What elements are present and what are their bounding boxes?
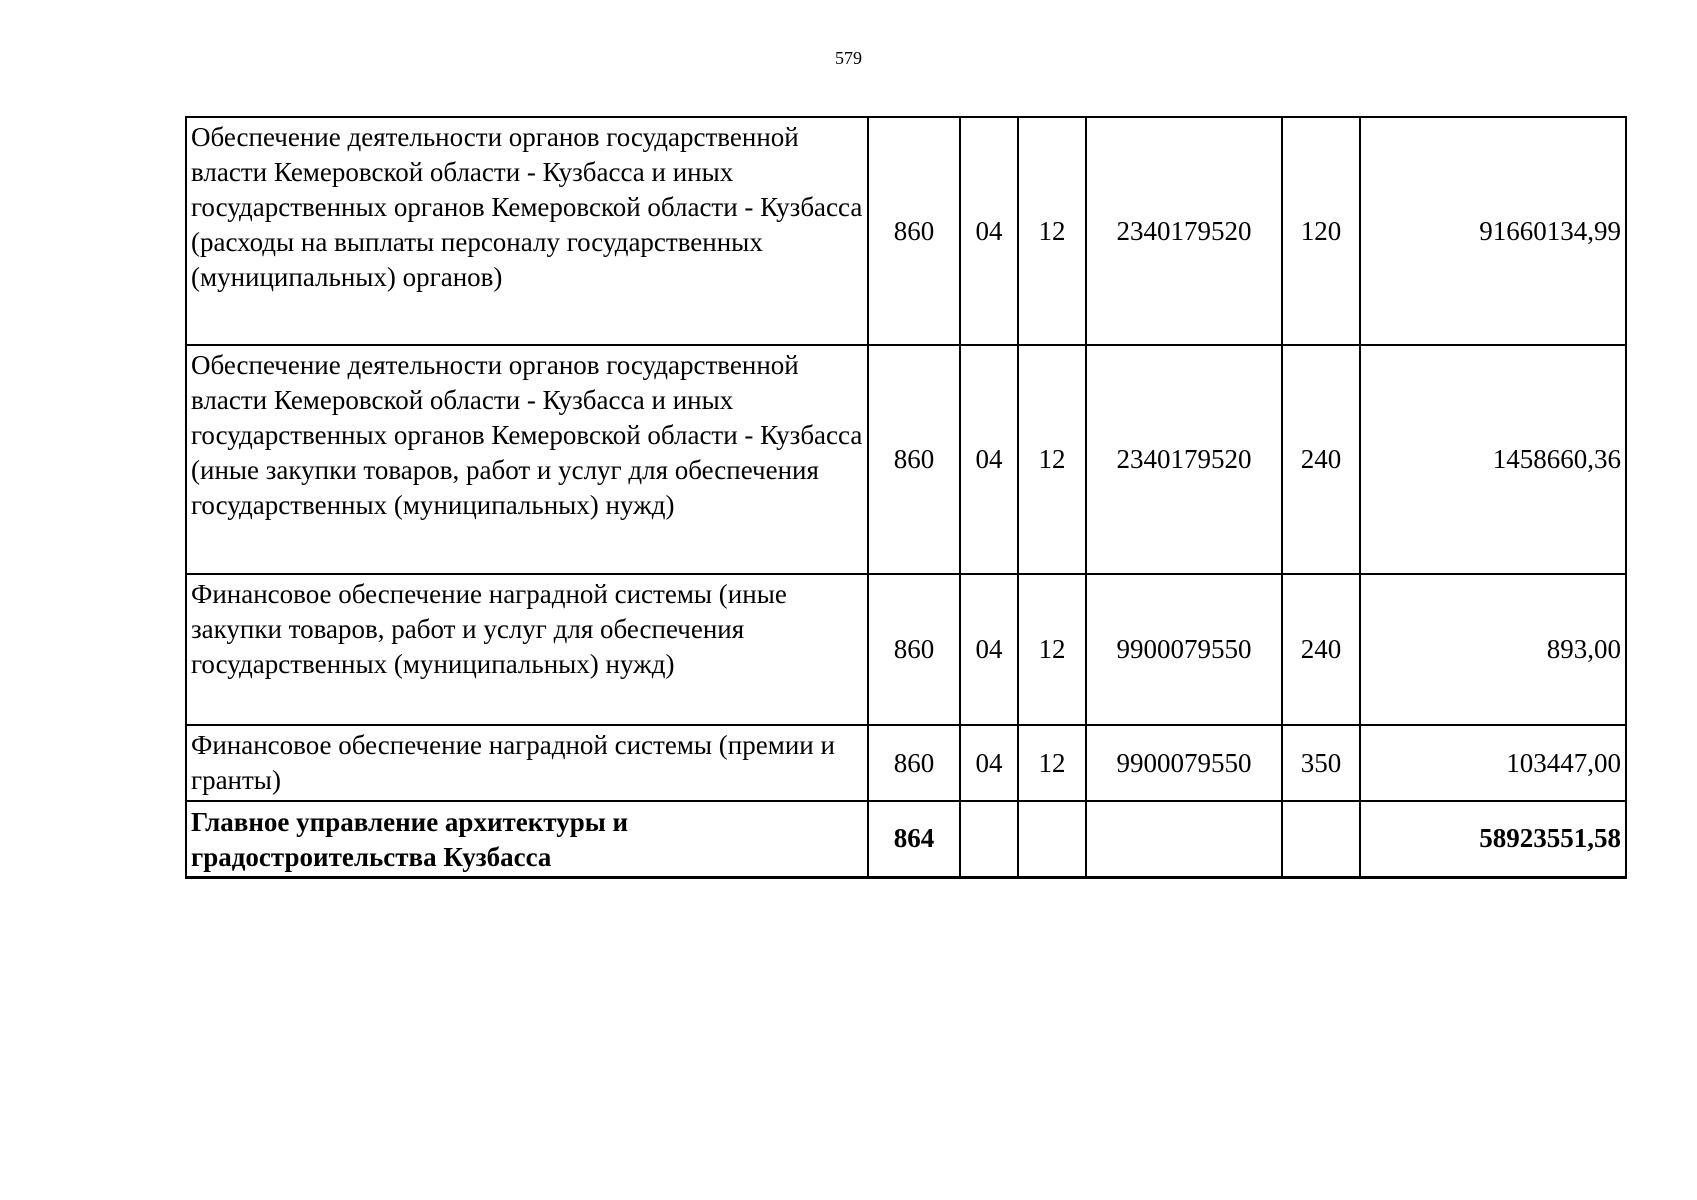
- row-section-code: 04: [960, 574, 1018, 725]
- row-section-code: 04: [960, 725, 1018, 801]
- row-description: Финансовое обеспечение наградной системы (премии и гранты): [186, 725, 868, 801]
- table-row: [186, 574, 1626, 725]
- row-subsection-code: 12: [1018, 574, 1086, 725]
- row-target-code: 9900079550: [1086, 725, 1282, 801]
- row-grbs-code: 864: [868, 801, 960, 877]
- table-row: [186, 117, 1626, 345]
- page-number: 579: [835, 48, 862, 68]
- row-description: Финансовое обеспечение наградной системы (иные закупки товаров, работ и услуг для обеспечения государственных (муниципальных) нужд): [186, 574, 868, 725]
- row-description: Обеспечение деятельности органов государственной власти Кемеровской области - Кузбасса и иных государственных органов Кемеровской области - Кузбасса (расходы на выплаты персоналу государственных (муниципальных) органов): [186, 117, 868, 345]
- row-section-code: [960, 801, 1018, 877]
- row-grbs-code: 860: [868, 574, 960, 725]
- row-expense-type-code: 240: [1282, 574, 1360, 725]
- row-expense-type-code: 350: [1282, 725, 1360, 801]
- budget-table: [185, 116, 1627, 879]
- row-section-code: 04: [960, 117, 1018, 345]
- row-amount: 58923551,58: [1360, 801, 1626, 877]
- row-target-code: 2340179520: [1086, 117, 1282, 345]
- row-target-code: [1086, 801, 1282, 877]
- row-amount: 91660134,99: [1360, 117, 1626, 345]
- row-grbs-code: 860: [868, 345, 960, 574]
- table-row: [186, 345, 1626, 574]
- row-grbs-code: 860: [868, 725, 960, 801]
- row-subsection-code: 12: [1018, 117, 1086, 345]
- row-amount: 1458660,36: [1360, 345, 1626, 574]
- row-target-code: 2340179520: [1086, 345, 1282, 574]
- row-description: Обеспечение деятельности органов государственной власти Кемеровской области - Кузбасса и иных государственных органов Кемеровской области - Кузбасса (иные закупки товаров, работ и услуг для обеспечения государственных (муниципальных) нужд): [186, 345, 868, 574]
- row-amount: 893,00: [1360, 574, 1626, 725]
- row-subsection-code: 12: [1018, 345, 1086, 574]
- table-row: [186, 725, 1626, 801]
- row-section-code: 04: [960, 345, 1018, 574]
- table-row-total: [186, 801, 1626, 877]
- row-expense-type-code: 240: [1282, 345, 1360, 574]
- row-target-code: 9900079550: [1086, 574, 1282, 725]
- row-description: Главное управление архитектуры и градостроительства Кузбасса: [186, 801, 868, 877]
- row-subsection-code: [1018, 801, 1086, 877]
- row-grbs-code: 860: [868, 117, 960, 345]
- row-expense-type-code: [1282, 801, 1360, 877]
- row-subsection-code: 12: [1018, 725, 1086, 801]
- row-amount: 103447,00: [1360, 725, 1626, 801]
- row-expense-type-code: 120: [1282, 117, 1360, 345]
